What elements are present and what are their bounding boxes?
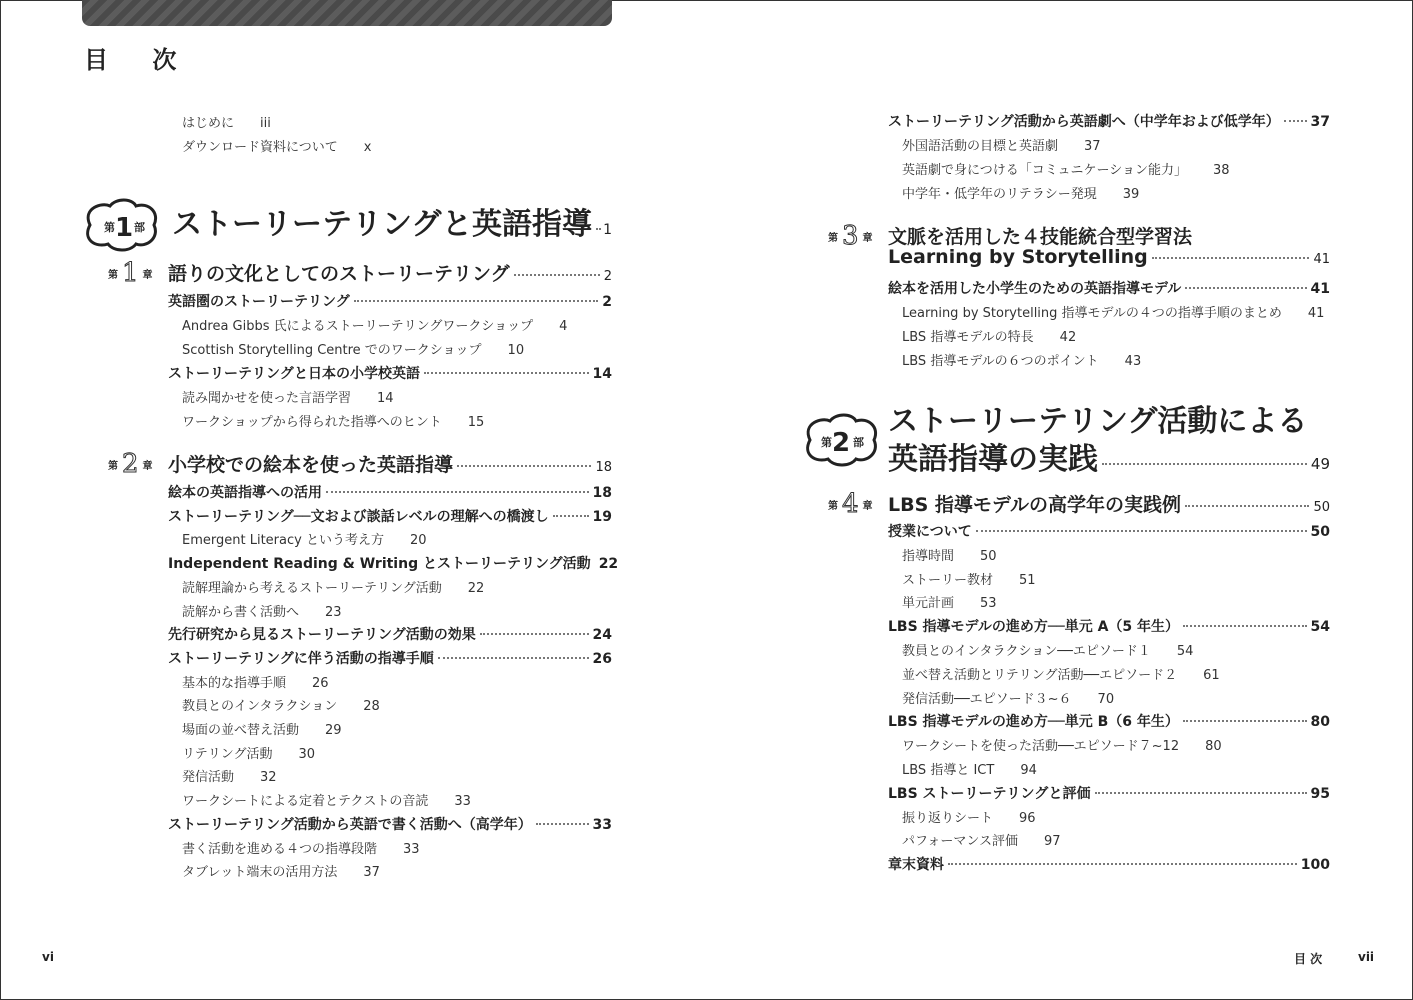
toc-entry[interactable]	[902, 735, 1222, 754]
chapter2-label: 第 2 章	[108, 449, 153, 479]
entry-label: 絵本の英語指導への活用	[168, 485, 322, 501]
page-number: 37	[1084, 139, 1101, 154]
entry-label: リテリング活動	[182, 746, 273, 762]
entry-label: ワークシートによる定着とテクストの音読	[182, 794, 429, 810]
toc-entry[interactable]	[168, 363, 612, 383]
entry-label: 教員とのインタラクション──エピソード１	[902, 644, 1151, 659]
page-number: 26	[312, 675, 329, 691]
toc-entry[interactable]	[902, 135, 1101, 154]
entry-label: ダウンロード資料について	[182, 140, 338, 155]
page-number: 100	[1300, 857, 1330, 874]
chapter1-entry[interactable]	[168, 259, 612, 286]
chapter1-label: 第 1 章	[108, 258, 153, 288]
page-number: x	[363, 140, 372, 155]
toc-entry[interactable]	[168, 506, 612, 526]
toc-entry[interactable]	[182, 577, 484, 596]
entry-label: ストーリー教材	[902, 572, 994, 588]
toc-entry[interactable]	[168, 624, 612, 644]
page-number: 96	[1019, 810, 1036, 826]
toc-entry[interactable]	[902, 759, 1037, 778]
entry-label: 発信活動	[182, 770, 235, 786]
toc-entry[interactable]	[902, 326, 1076, 345]
leader-dots	[354, 300, 599, 302]
toc-entry[interactable]	[182, 790, 471, 809]
page-number: 24	[592, 627, 612, 644]
toc-entry[interactable]	[902, 688, 1114, 707]
page-number: 28	[363, 699, 380, 715]
toc-entry[interactable]	[182, 672, 329, 691]
entry-label: Andrea Gibbs 氏によるストーリーテリングワークショップ	[182, 319, 534, 334]
page-number: 14	[377, 391, 394, 406]
entry-label: LBS 指導と ICT	[902, 763, 995, 778]
entry-label: 読解から書く活動へ	[182, 604, 300, 620]
page-number: 95	[1310, 785, 1330, 802]
leader-dots	[1183, 720, 1307, 722]
page-title: 目 次	[84, 46, 195, 74]
entry-label: 授業について	[888, 524, 972, 540]
toc-entry[interactable]	[182, 387, 394, 406]
svg-text:部: 部	[853, 436, 864, 449]
running-footer: 目 次	[1294, 952, 1323, 966]
toc-entry[interactable]	[902, 592, 997, 611]
chapter1-title: 語りの文化としてのストーリーテリング	[168, 263, 510, 285]
entry-label: LBS 指導モデルの進め方──単元 B（6 年生）	[888, 714, 1179, 731]
chapter2-title: 小学校での絵本を使った英語指導	[168, 454, 454, 476]
svg-text:2: 2	[832, 428, 851, 458]
page-number: 80	[1205, 739, 1222, 755]
chapter4-label: 第 4 章	[828, 489, 873, 519]
page-number: 50	[1310, 524, 1330, 540]
page-number: 19	[592, 508, 612, 525]
entry-label: 絵本を活用した小学生のための英語指導モデル	[888, 281, 1182, 297]
leader-dots	[1152, 257, 1310, 259]
entry-label: ストーリーテリング活動から英語劇へ（中学年および低学年）	[888, 114, 1280, 130]
page-number: 22	[467, 580, 485, 596]
leader-dots	[536, 823, 589, 825]
toc-entry[interactable]	[182, 743, 315, 762]
page-number: 33	[403, 841, 420, 857]
chapter3-title-line2: Learning by Storytelling	[888, 246, 1148, 268]
leader-dots	[438, 657, 589, 659]
entry-label: Independent Reading & Writing とストーリーテリング活動	[168, 556, 591, 573]
entry-label: 指導時間	[902, 548, 955, 564]
page-number: 18	[592, 485, 612, 501]
toc-entry[interactable]	[182, 529, 427, 548]
toc-entry[interactable]	[902, 569, 1036, 588]
page-number: 30	[298, 746, 316, 762]
toc-entry[interactable]	[888, 854, 1330, 874]
leader-dots	[480, 633, 589, 635]
left-folio: vi	[42, 950, 54, 964]
entry-label: Scottish Storytelling Centre でのワークショップ	[182, 343, 482, 358]
entry-label: 教員とのインタラクション	[182, 699, 338, 715]
svg-text:第: 第	[821, 436, 832, 449]
page-number: 33	[454, 794, 471, 810]
leader-dots	[457, 465, 591, 467]
page-number: 10	[507, 343, 525, 358]
entry-label: 外国語活動の目標と英語劇	[902, 139, 1059, 154]
right-folio: vii	[1358, 950, 1375, 964]
toc-entry[interactable]	[182, 766, 277, 785]
entry-label: ストーリーテリングに伴う活動の指導手順	[168, 650, 434, 667]
page-number: 14	[592, 366, 612, 382]
toc-entry[interactable]	[168, 814, 612, 834]
page-number: 94	[1020, 763, 1037, 778]
toc-entry[interactable]	[888, 111, 1330, 131]
toc-entry[interactable]	[888, 616, 1330, 636]
entry-label: 読解理論から考えるストーリーテリング活動	[182, 580, 442, 596]
page-number: 41	[1313, 252, 1330, 267]
toc-entry[interactable]	[902, 664, 1220, 683]
entry-label: 英語圏のストーリーテリング	[168, 294, 350, 310]
page-number: 22	[598, 556, 619, 573]
page-number: 54	[1310, 619, 1330, 636]
page-number: 4	[559, 319, 568, 334]
page-number: 33	[592, 816, 612, 833]
toc-entry[interactable]	[182, 719, 342, 738]
leader-dots	[1183, 625, 1306, 627]
entry-label: 発信活動──エピソード３~６	[902, 691, 1072, 707]
leader-dots	[514, 274, 600, 276]
page-number: iii	[260, 116, 271, 131]
svg-text:部: 部	[134, 221, 145, 234]
page-number: 50	[980, 548, 997, 564]
front-entry[interactable]	[182, 136, 371, 155]
svg-text:第: 第	[104, 221, 115, 234]
part2-badge	[802, 413, 880, 467]
leader-dots	[326, 491, 589, 493]
entry-label: LBS 指導モデルの進め方──単元 A（5 年生）	[888, 619, 1180, 636]
toc-entry[interactable]	[902, 807, 1036, 826]
page-number: 97	[1043, 834, 1061, 850]
chapter4-entry[interactable]	[888, 490, 1330, 517]
entry-label: 中学年・低学年のリテラシー発現	[902, 187, 1097, 202]
leader-dots	[1185, 505, 1310, 507]
toc-entry[interactable]	[182, 838, 420, 857]
toc-entry[interactable]	[182, 411, 484, 430]
chapter3-title: 文脈を活用した４技能統合型学習法	[888, 226, 1193, 248]
leader-dots	[976, 530, 1307, 532]
entry-label: 書く活動を進める４つの指導段階	[182, 841, 378, 857]
toc-entry[interactable]	[182, 315, 567, 334]
leader-dots	[1284, 120, 1307, 122]
entry-label: ストーリーテリングと日本の小学校英語	[168, 366, 420, 382]
page-number: 61	[1203, 667, 1220, 683]
leader-dots	[596, 228, 599, 230]
part2-title-line2: 英語指導の実践	[888, 442, 1098, 477]
toc-entry[interactable]	[902, 640, 1193, 659]
page-number: 18	[595, 460, 612, 475]
page-number: 37	[1310, 114, 1330, 130]
toc-entry[interactable]	[182, 601, 342, 620]
toc-entry[interactable]	[168, 482, 612, 502]
page-number: 29	[325, 723, 342, 738]
page-number: 43	[1124, 354, 1142, 369]
entry-label: ストーリーテリング──文および談話レベルの理解への橋渡し	[168, 508, 549, 525]
leader-dots	[1095, 792, 1307, 794]
entry-label: ワークシートを使った活動──エピソード７~12	[902, 739, 1180, 755]
page-number: 1	[603, 222, 612, 238]
page-number: 54	[1176, 644, 1194, 659]
toc-entry[interactable]	[902, 350, 1141, 369]
front-entry[interactable]	[182, 112, 271, 131]
entry-label: Learning by Storytelling 指導モデルの４つの指導手順のまとめ	[902, 306, 1282, 321]
entry-label: 基本的な指導手順	[182, 675, 287, 691]
part1-entry[interactable]	[172, 207, 612, 243]
entry-label: パフォーマンス評価	[902, 834, 1018, 850]
header-bar	[82, 0, 612, 26]
page-number: 53	[980, 596, 997, 612]
chapter3-entry[interactable]	[888, 246, 1330, 268]
toc-entry[interactable]	[902, 183, 1139, 202]
toc-entry[interactable]	[902, 159, 1230, 178]
page-number: 41	[1307, 306, 1325, 321]
entry-label: 並べ替え活動とリテリング活動──エピソード２	[902, 667, 1178, 683]
entry-label: LBS 指導モデルの特長	[902, 330, 1034, 345]
leader-dots	[424, 372, 589, 374]
page-number: 51	[1019, 572, 1036, 588]
toc-entry[interactable]	[168, 291, 612, 311]
entry-label: 先行研究から見るストーリーテリング活動の効果	[168, 627, 476, 644]
page-number: 39	[1122, 187, 1140, 202]
entry-label: 振り返りシート	[902, 810, 994, 826]
entry-label: 場面の並べ替え活動	[182, 723, 300, 738]
toc-entry[interactable]	[182, 695, 380, 714]
entry-label: 単元計画	[902, 596, 955, 612]
chapter3-label: 第 3 章	[828, 221, 873, 251]
part2-entry[interactable]	[888, 442, 1330, 478]
toc-entry[interactable]	[888, 521, 1330, 541]
part1-badge	[82, 198, 160, 252]
entry-label: Emergent Literacy という考え方	[182, 533, 384, 549]
toc-entry[interactable]	[182, 339, 524, 358]
page-number: 50	[1313, 500, 1330, 515]
toc-entry[interactable]	[182, 861, 380, 880]
page-number: 2	[602, 294, 612, 310]
toc-entry[interactable]	[902, 545, 997, 564]
page-number: 41	[1310, 281, 1330, 297]
page-number: 15	[467, 415, 485, 430]
part1-title: ストーリーテリングと英語指導	[172, 207, 592, 242]
page-number: 38	[1212, 163, 1230, 178]
leader-dots	[1102, 463, 1307, 465]
entry-label: はじめに	[182, 116, 235, 131]
entry-label: ワークショップから得られた指導へのヒント	[182, 415, 442, 430]
svg-text:1: 1	[115, 213, 134, 243]
part2-title: ストーリーテリング活動による	[888, 404, 1308, 439]
page-number: 20	[409, 533, 427, 549]
entry-label: LBS 指導モデルの６つのポイント	[902, 354, 1099, 369]
page-number: 32	[260, 770, 277, 786]
leader-dots	[553, 515, 589, 517]
page-number: 70	[1097, 691, 1115, 707]
toc-entry[interactable]	[168, 648, 612, 668]
toc-entry[interactable]	[888, 783, 1330, 803]
entry-label: タブレット端末の活用方法	[182, 865, 338, 881]
page-number: 80	[1310, 714, 1330, 731]
entry-label: 読み聞かせを使った言語学習	[182, 391, 352, 406]
toc-entry[interactable]	[902, 302, 1324, 321]
entry-label: 英語劇で身につける「コミュニケーション能力」	[902, 163, 1187, 178]
toc-entry[interactable]	[168, 553, 619, 573]
page-number: 23	[325, 604, 342, 620]
chapter4-title: LBS 指導モデルの高学年の実践例	[888, 494, 1181, 516]
page-number: 49	[1310, 455, 1330, 473]
leader-dots	[948, 863, 1297, 865]
chapter2-entry[interactable]	[168, 450, 612, 477]
page-number: 37	[363, 865, 380, 881]
toc-entry[interactable]	[888, 278, 1330, 298]
leader-dots	[1185, 287, 1306, 289]
page-number: 2	[603, 269, 612, 284]
entry-label: ストーリーテリング活動から英語で書く活動へ（高学年）	[168, 816, 532, 833]
page-number: 42	[1059, 330, 1077, 345]
entry-label: 章末資料	[888, 857, 944, 874]
entry-label: LBS ストーリーテリングと評価	[888, 785, 1091, 802]
toc-entry[interactable]	[902, 830, 1061, 849]
toc-entry[interactable]	[888, 711, 1330, 731]
page-number: 26	[592, 650, 612, 667]
